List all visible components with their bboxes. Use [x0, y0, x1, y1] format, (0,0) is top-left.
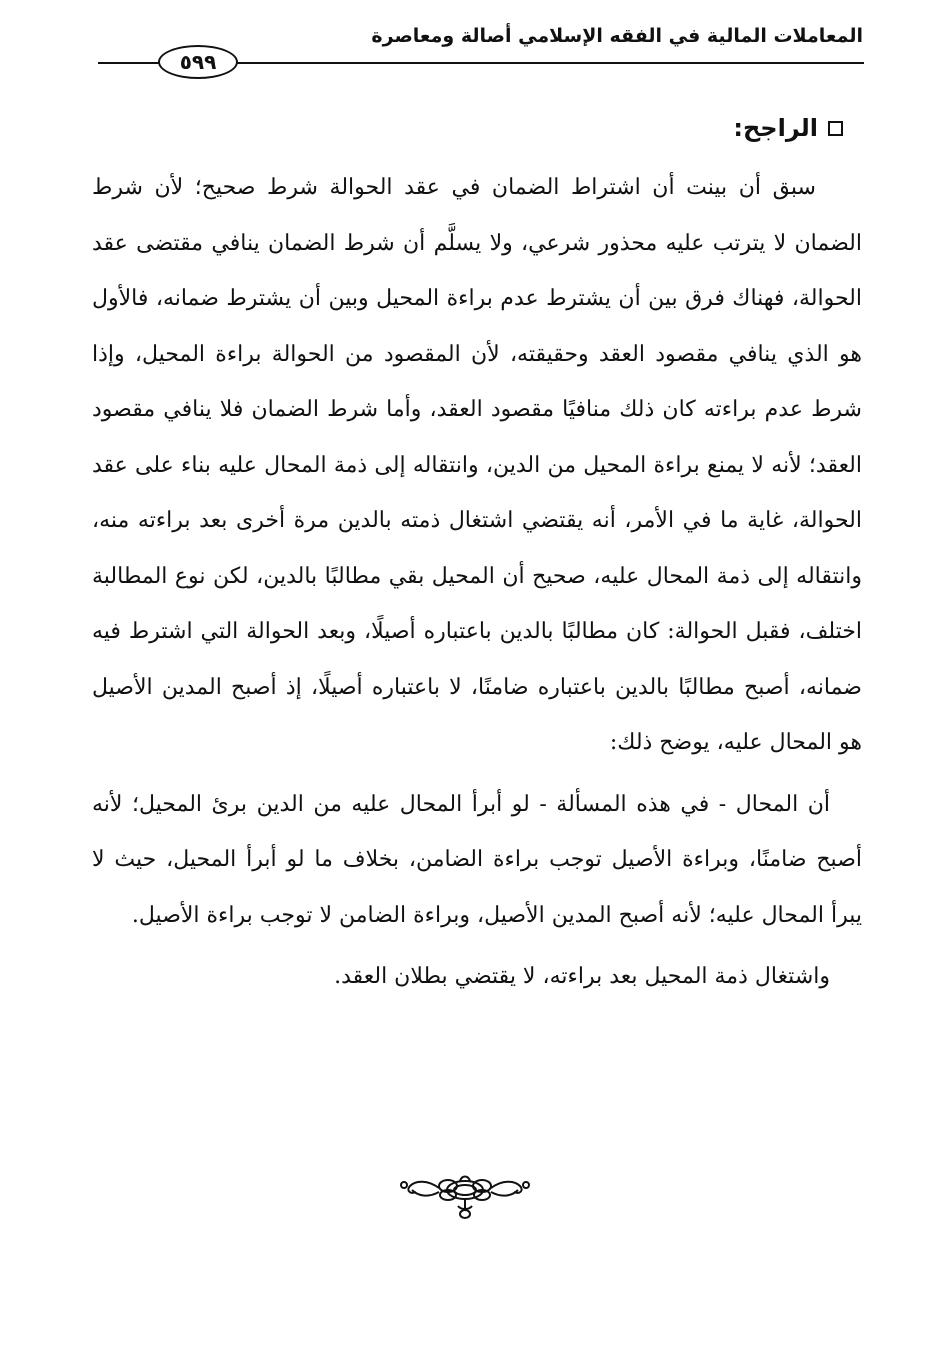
paragraph: أن المحال - في هذه المسألة - لو أبرأ المحال عليه من الدين برئ المحيل؛ لأنه أصبح ضامنًا، وبراءة الأصيل توجب براءة الضامن، بخلاف ما لو أبرأ المحيل، حيث لا يبرأ المحال عليه؛ لأنه أصبح المدين الأصيل، وبراءة الضامن لا توجب براءة الأصيل. [92, 791, 862, 928]
section-heading-text: الراجح: [733, 114, 818, 142]
paragraph: واشتغال ذمة المحيل بعد براءته، لا يقتضي بطلان العقد. [334, 964, 830, 989]
page-number: ٥٩٩ [158, 45, 238, 79]
paragraph: سبق أن بينت أن اشتراط الضمان في عقد الحوالة شرط صحيح؛ لأن شرط الضمان لا يترتب عليه محذور شرعي، ولا يسلَّم أن شرط الضمان ينافي مقتضى عقد الحوالة، فهناك فرق بين أن يشترط عدم براءة المحيل وبين أن يشترط ضمانه، فالأول هو الذي ينافي مقصود العقد وحقيقته، لأن المقصود من الحوالة براءة المحيل، وإذا شرط عدم براءته كان ذلك منافيًا مقصود العقد، وأما شرط الضمان فلا ينافي مقصود العقد؛ لأنه لا يمنع براءة المحيل من الدين، وانتقاله إلى ذمة المحال عليه بناء على عقد الحوالة، غاية ما في الأمر، أنه يقتضي اشتغال ذمته بالدين مرة أخرى بعد براءته منه، وانتقاله إلى ذمة المحال عليه، صحيح أن المحيل بقي مطالبًا بالدين، لكن نوع المطالبة اختلف، فقبل الحوالة: كان مطالبًا بالدين باعتباره أصيلًا، وبعد الحوالة التي اشترط فيه ضمانه، أصبح مطالبًا بالدين باعتباره ضامنًا، لا باعتباره أصيلًا، إذ أصبح المدين الأصيل هو المحال عليه، يوضح ذلك: [92, 175, 862, 755]
decorative-knot-ornament-icon [398, 1170, 533, 1230]
checkbox-square-icon [828, 121, 843, 136]
running-title: المعاملات المالية في الفقه الإسلامي أصالة ومعاصرة [371, 25, 863, 47]
body-text [92, 160, 862, 1005]
section-heading [733, 110, 843, 146]
